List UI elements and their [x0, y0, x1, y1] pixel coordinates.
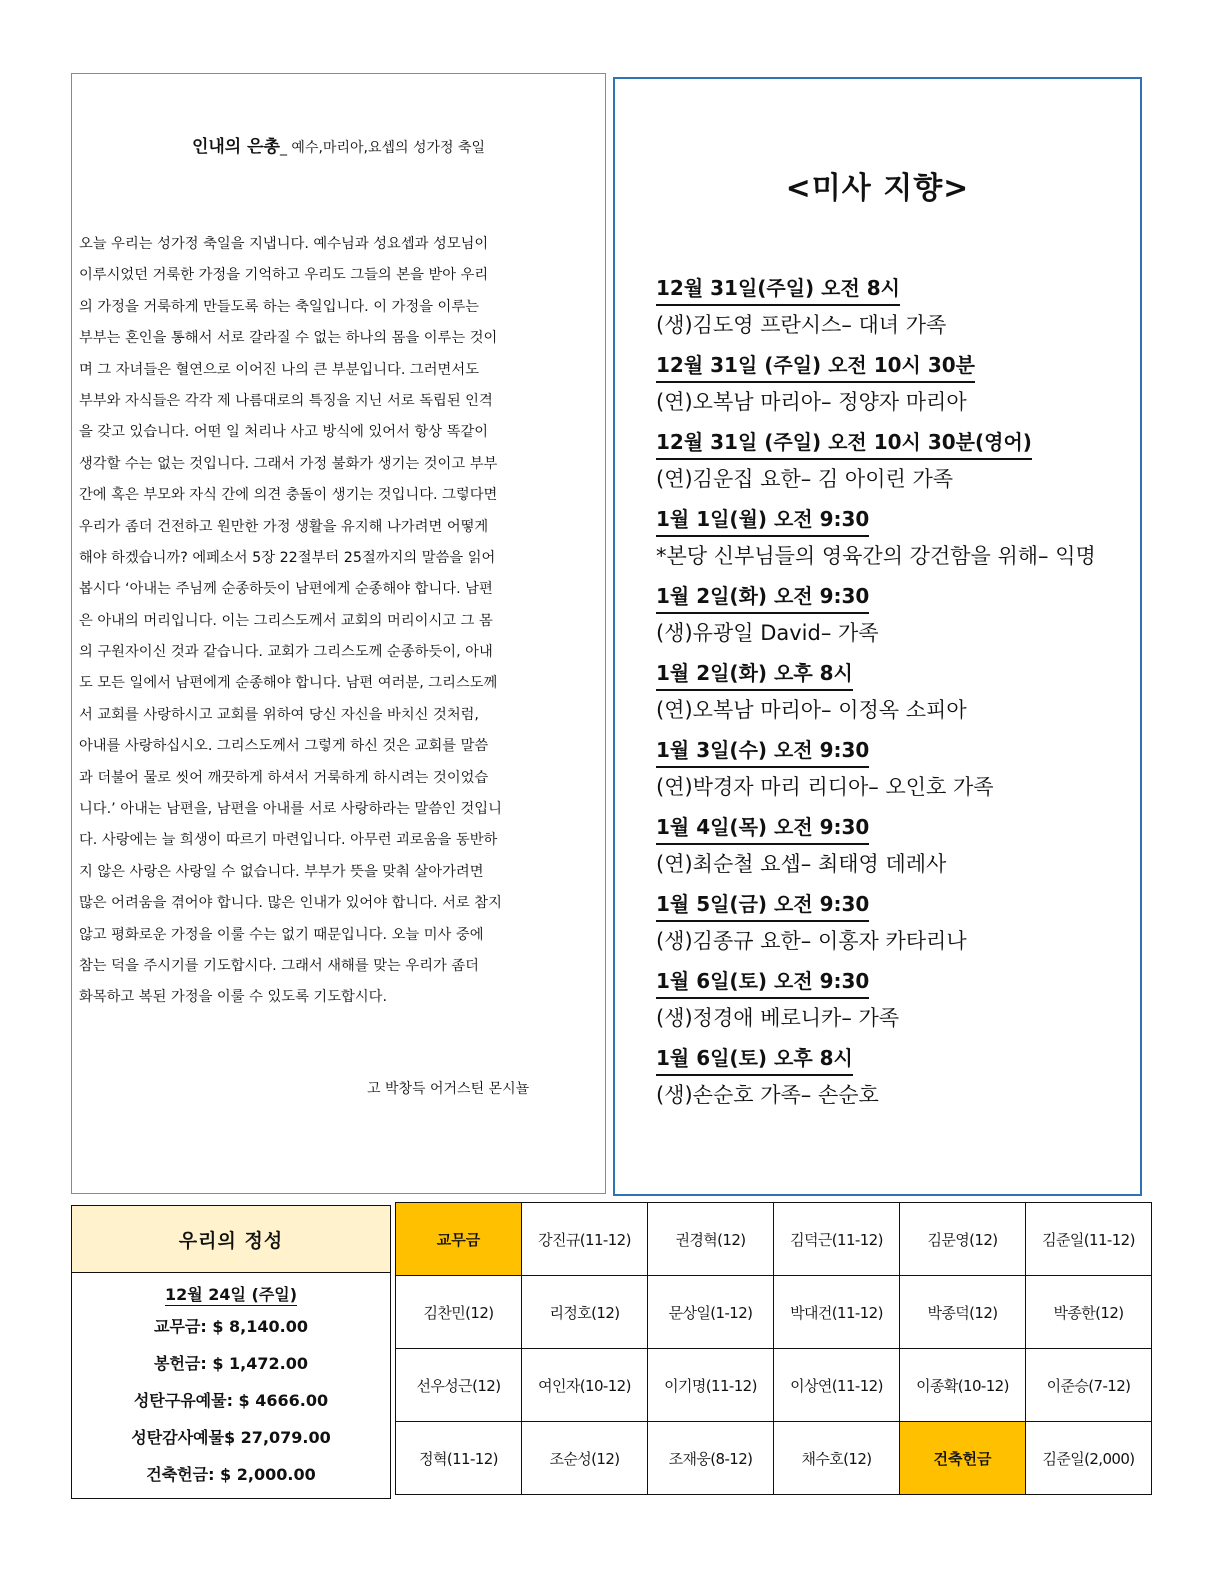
- mass-entry: [656, 423, 1141, 500]
- donor-cell: 이기명(11-12): [648, 1349, 774, 1422]
- mass-date: 1월 4일(목) 오전 9:30: [656, 811, 869, 845]
- offering-summary: [71, 1205, 391, 1499]
- offering-row: 성탄구유예물: $ 4666.00: [133, 1391, 329, 1410]
- offering-header: 우리의 정성: [72, 1206, 390, 1273]
- article-line: 부부는 혼인을 통해서 서로 갈라질 수 없는 하나의 몸을 이루는 것이: [79, 330, 498, 347]
- donor-cell: 김덕근(11-12): [774, 1203, 900, 1276]
- mass-date: 1월 5일(금) 오전 9:30: [656, 888, 869, 922]
- donor-grid-row: [396, 1349, 1152, 1422]
- article-line: 의 가정을 거룩하게 만들도록 하는 축일입니다. 이 가정을 이루는: [79, 298, 479, 315]
- article-line: 오늘 우리는 성가정 축일을 지냅니다. 예수님과 성요셉과 성모님이: [79, 236, 489, 252]
- mass-date: 12월 31일(주일) 오전 8시: [656, 272, 900, 306]
- mass-intention: (연)박경자 마리 리디아– 오인호 가족: [656, 775, 994, 799]
- offering-date: 12월 24일 (주일): [164, 1285, 298, 1304]
- article-line: 간에 혹은 부모와 자식 간에 의견 충돌이 생기는 것입니다. 그렇다면: [79, 487, 498, 504]
- mass-entry: [656, 346, 1141, 423]
- homily-article: [71, 73, 606, 1194]
- mass-date: 1월 1일(월) 오전 9:30: [656, 503, 869, 537]
- donor-cell: 김준일(2,000): [1026, 1422, 1152, 1495]
- donor-cell: 김준일(11-12): [1026, 1203, 1152, 1276]
- category-cell-building-fund: 건축헌금: [900, 1422, 1026, 1495]
- article-line: 부부와 자식들은 각각 제 나름대로의 특징을 지닌 서로 독립된 인격: [79, 392, 493, 409]
- article-line: 지 않은 사랑은 사랑일 수 없습니다. 부부가 뜻을 맞춰 살아가려면: [79, 863, 484, 880]
- mass-entry: [656, 1039, 1141, 1116]
- mass-entry: [656, 577, 1141, 654]
- article-line: 이루시었던 거룩한 가정을 기억하고 우리도 그들의 본을 받아 우리: [79, 267, 489, 284]
- offering-row: 교무금: $ 8,140.00: [154, 1317, 308, 1336]
- article-line: 아내를 사랑하십시오. 그리스도께서 그렇게 하신 것은 교회를 말씀: [79, 738, 489, 755]
- article-title-main: 인내의 은총: [191, 137, 280, 157]
- article-title: [72, 132, 605, 157]
- article-line: 참는 덕을 주시기를 기도합시다. 그래서 새해를 맞는 우리가 좀더: [79, 957, 479, 974]
- article-line: 과 더불어 물로 씻어 깨끗하게 하셔서 거룩하게 하시려는 것이었습: [79, 769, 489, 786]
- donor-cell: 조재웅(8-12): [648, 1422, 774, 1495]
- donor-cell: 여인자(10-12): [522, 1349, 648, 1422]
- mass-intention: (연)김운집 요한– 김 아이린 가족: [656, 467, 954, 491]
- article-line: 않고 평화로운 가정을 이룰 수는 없기 때문입니다. 오늘 미사 중에: [79, 926, 484, 943]
- article-line: 을 갖고 있습니다. 어떤 일 처리나 사고 방식에 있어서 항상 똑같이: [79, 424, 489, 441]
- mass-date: 12월 31일 (주일) 오전 10시 30분(영어): [656, 426, 1032, 460]
- mass-date: 1월 6일(토) 오후 8시: [656, 1042, 853, 1076]
- article-line: 은 아내의 머리입니다. 이는 그리스도께서 교회의 머리이시고 그 몸: [79, 612, 493, 629]
- offering-row: 봉헌금: $ 1,472.00: [154, 1354, 308, 1373]
- offering-date-row: [72, 1282, 390, 1305]
- mass-intentions-title: <미사 지향>: [785, 171, 970, 206]
- mass-intentions-box: [613, 77, 1142, 1196]
- donor-cell: 선우성근(12): [396, 1349, 522, 1422]
- article-line: 의 구원자이신 것과 같습니다. 교회가 그리스도께 순종하듯이, 아내: [79, 644, 493, 661]
- article-line: 봅시다 ‘아내는 주님께 순종하듯이 남편에게 순종해야 합니다. 남편: [79, 581, 493, 598]
- mass-entry: [656, 962, 1141, 1039]
- offering-rows: [72, 1308, 390, 1493]
- article-title-sub: _ 예수,마리아,요셉의 성가정 축일: [279, 140, 486, 156]
- article-body: [79, 229, 601, 1014]
- mass-intention: (생)유광일 David– 가족: [656, 621, 879, 645]
- donor-cell: 박종덕(12): [900, 1276, 1026, 1349]
- offering-row: 건축헌금: $ 2,000.00: [146, 1465, 316, 1484]
- mass-intention: (생)김종규 요한– 이홍자 카타리나: [656, 929, 967, 953]
- donor-cell: 김문영(12): [900, 1203, 1026, 1276]
- article-line: 우리가 좀더 건전하고 원만한 가정 생활을 유지해 나가려면 어떻게: [79, 518, 489, 535]
- offering-row: 성탄감사예물$ 27,079.00: [131, 1428, 331, 1447]
- article-line: 다. 사랑에는 늘 희생이 따르기 마련입니다. 아무런 괴로움을 동반하: [79, 832, 498, 849]
- mass-entry: [656, 269, 1141, 346]
- mass-intention: (연)최순철 요셉– 최태영 데레사: [656, 852, 947, 876]
- article-line: 며 그 자녀들은 혈연으로 이어진 나의 큰 부분입니다. 그러면서도: [79, 361, 479, 378]
- donor-grid-row: [396, 1422, 1152, 1495]
- article-line: 생각할 수는 없는 것입니다. 그래서 가정 불화가 생기는 것이고 부부: [79, 455, 498, 472]
- donor-cell: 권경혁(12): [648, 1203, 774, 1276]
- mass-intention: (연)오복남 마리아– 정양자 마리아: [656, 390, 967, 414]
- mass-entry: [656, 808, 1141, 885]
- donor-cell: 정혁(11-12): [396, 1422, 522, 1495]
- donor-cell: 이준승(7-12): [1026, 1349, 1152, 1422]
- mass-intention: (생)정경애 베로니카– 가족: [656, 1006, 900, 1030]
- mass-date: 1월 3일(수) 오전 9:30: [656, 734, 869, 768]
- donor-cell: 강진규(11-12): [522, 1203, 648, 1276]
- mass-date: 1월 2일(화) 오후 8시: [656, 657, 853, 691]
- donor-grid: [395, 1202, 1152, 1495]
- donor-cell: 리정호(12): [522, 1276, 648, 1349]
- donor-cell: 박종한(12): [1026, 1276, 1152, 1349]
- donor-cell: 이상연(11-12): [774, 1349, 900, 1422]
- donor-cell: 문상일(1-12): [648, 1276, 774, 1349]
- mass-entry: [656, 654, 1141, 731]
- article-line: 많은 어려움을 겪어야 합니다. 많은 인내가 있어야 합니다. 서로 참지: [79, 895, 502, 912]
- mass-date: 1월 2일(화) 오전 9:30: [656, 580, 869, 614]
- article-line: 도 모든 일에서 남편에게 순종해야 합니다. 남편 여러분, 그리스도께: [79, 675, 498, 692]
- mass-intention: (생)김도영 프란시스– 대녀 가족: [656, 313, 947, 337]
- donor-cell: 조순성(12): [522, 1422, 648, 1495]
- mass-intention: (생)손순호 가족– 손순호: [656, 1083, 879, 1107]
- donor-grid-row: [396, 1203, 1152, 1276]
- article-line: 니다.’ 아내는 남편을, 남편을 아내를 서로 사랑하라는 말씀인 것입니: [79, 801, 502, 818]
- article-line: 화목하고 복된 가정을 이룰 수 있도록 기도합시다.: [79, 989, 388, 1006]
- mass-entry: [656, 731, 1141, 808]
- donor-cell: 김찬민(12): [396, 1276, 522, 1349]
- mass-date: 12월 31일 (주일) 오전 10시 30분: [656, 349, 975, 383]
- donor-cell: 이종확(10-12): [900, 1349, 1026, 1422]
- mass-entry: [656, 885, 1141, 962]
- mass-intentions-list: [656, 269, 1141, 1116]
- mass-entry: [656, 500, 1141, 577]
- category-cell-dues: 교무금: [396, 1203, 522, 1276]
- donor-cell: 박대건(11-12): [774, 1276, 900, 1349]
- mass-intention: *본당 신부님들의 영육간의 강건함을 위해– 익명: [656, 544, 1096, 568]
- article-line: 서 교회를 사랑하시고 교회를 위하여 당신 자신을 바치신 것처럼,: [79, 706, 479, 723]
- article-author: 고 박창득 어거스틴 몬시뇰: [367, 1081, 530, 1097]
- mass-intention: (연)오복남 마리아– 이정옥 소피아: [656, 698, 967, 722]
- article-line: 해야 하겠습니까? 에페소서 5장 22절부터 25절까지의 말씀을 읽어: [79, 549, 496, 566]
- donor-grid-row: [396, 1276, 1152, 1349]
- mass-date: 1월 6일(토) 오전 9:30: [656, 965, 869, 999]
- donor-cell: 채수호(12): [774, 1422, 900, 1495]
